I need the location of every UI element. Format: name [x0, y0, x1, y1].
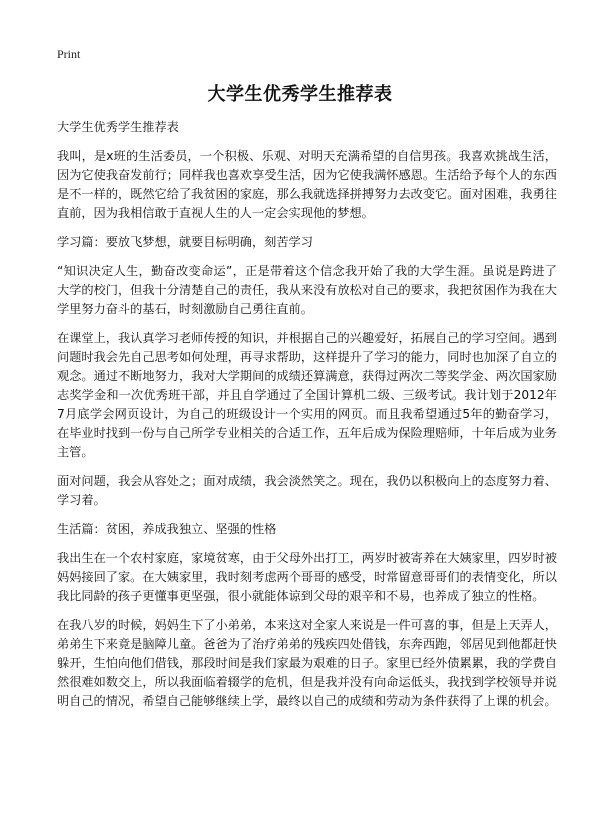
body-heading: 大学生优秀学生推荐表	[57, 120, 179, 134]
study-paragraph-1: “知识决定人生，勤奋改变命运”，正是带着这个信念我开始了我的大学生涯。虽说是跨进了大学的校门，但我十分清楚自己的责任，我从来没有放松对自己的要求，我把贫困作为我在大学里努力奋斗的基石，时刻激励自己勇往直前。	[57, 264, 557, 316]
document-body	[57, 118, 557, 721]
life-paragraph-2: 在我八岁的时候，妈妈生下了小弟弟，本来这对全家人来说是一件可喜的事，但是上天弄人，弟弟生下来竟是脑障儿童。爸爸为了治疗弟弟的残疾四处借钱，东奔西跑，邻居见到他都赶快躲开，生怕向他们借钱，那段时间是我们家最为艰难的日子。家里已经外债累累，我的学费自然很难如数交上，所以我面临着辍学的危机，但是我并没有向命运低头，我找到学校领导并说明自己的情况，希望自己能够继续上学，最终以自己的成绩和劳动为条件获得了上课的机会。	[57, 618, 557, 708]
intro-paragraph: 我叫，是x班的生活委员，一个积极、乐观、对明天充满希望的自信男孩。我喜欢挑战生活，因为它使我奋发前行；同样我也喜欢享受生活，因为它使我满怀感恩。生活给予每个人的东西是不一样的，既然它给了我贫困的家庭，那么我就选择拼搏努力去改变它。面对困难，我勇往直前，因为我相信敢于直视人生的人一定会实现他的梦想。	[57, 149, 557, 220]
study-paragraph-2: 在课堂上，我认真学习老师传授的知识，并根据自己的兴趣爱好，拓展自己的学习空间。遇到问题时我会先自己思考如何处理，再寻求帮助，这样提升了学习的能力，同时也加深了自立的观念。通过不断地努力，我对大学期间的成绩还算满意，获得过两次二等奖学金、两次国家励志奖学金和一次优秀班干部，并且自学通过了全国计算机二级、三级考试。我计划于2012年7月底学会网页设计，为自己的班级设计一个实用的网页。而且我希望通过5年的勤奋学习，在毕业时找到一份与自己所学专业相关的合适工作，五年后成为保险理赔师，十年后成为业务主管。	[57, 331, 557, 459]
section-heading-study: 学习篇：要放飞梦想，就要目标明确，刻苦学习	[57, 235, 313, 249]
section-heading-life: 生活篇：贫困，养成我独立、坚强的性格	[57, 522, 277, 536]
life-paragraph-1: 我出生在一个农村家庭，家境贫寒，由于父母外出打工，两岁时被寄养在大姨家里，四岁时被妈妈接回了家。在大姨家里，我时刻考虑两个哥哥的感受，时常留意哥哥们的表情变化，所以我比同龄的孩子更懂事更坚强，很小就能体谅到父母的艰辛和不易，也养成了独立的性格。	[57, 551, 557, 603]
print-label: Print	[57, 47, 81, 61]
document-title: 大学生优秀学生推荐表	[207, 84, 393, 105]
study-paragraph-3: 面对问题，我会从容处之；面对成绩，我会淡然笑之。现在，我仍以积极向上的态度努力着、学习着。	[57, 474, 557, 507]
